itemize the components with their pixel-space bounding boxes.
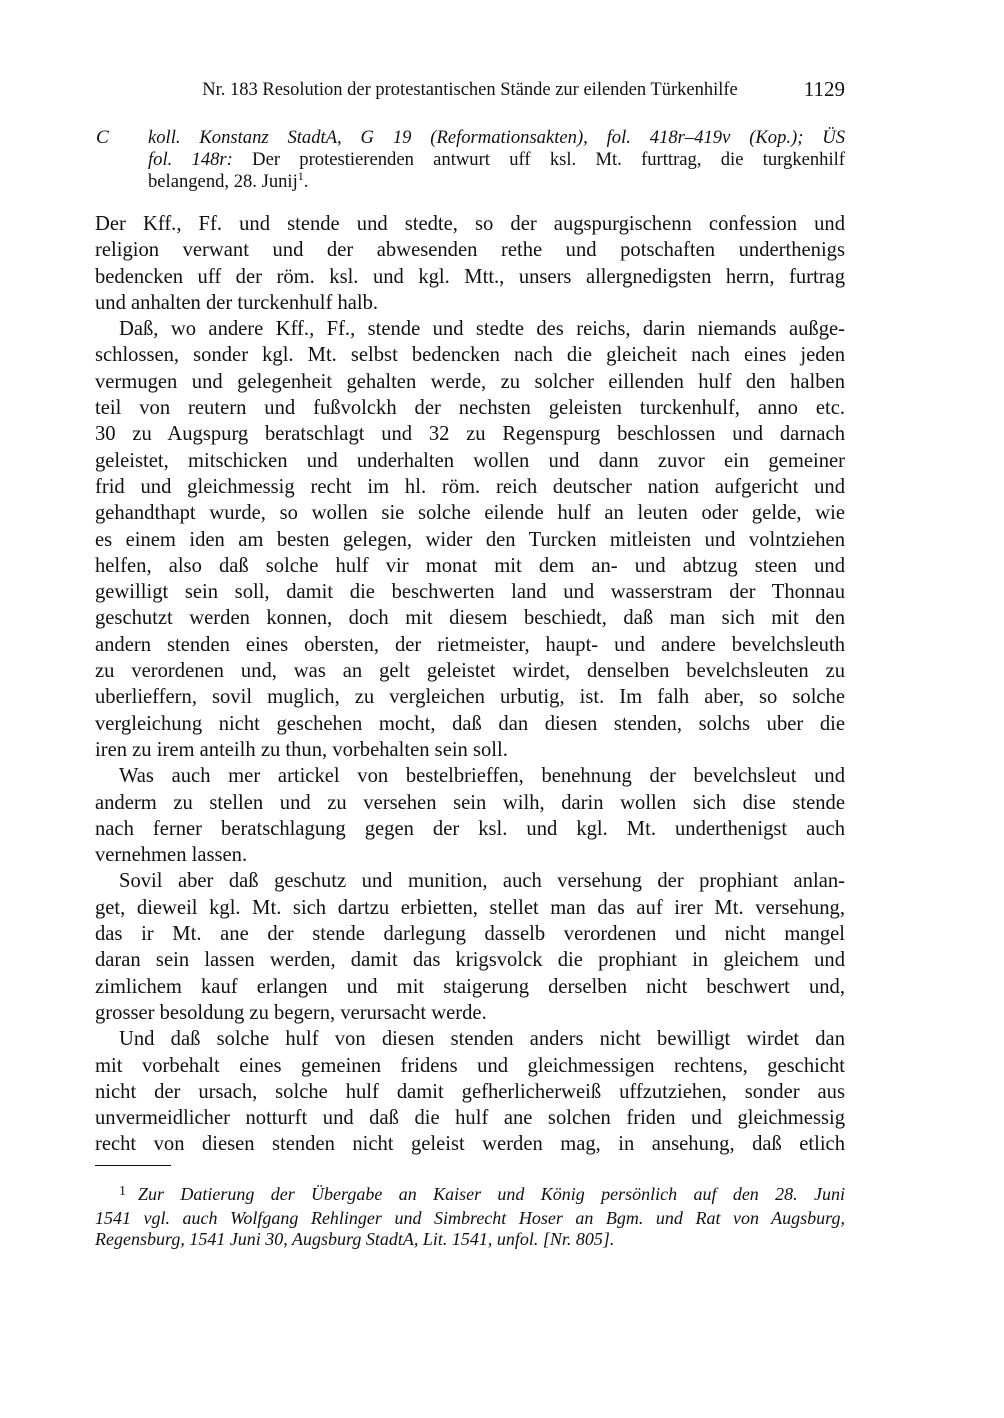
text-line: Der Kff., Ff. und stende und stedte, so der augspurgischenn confession und <box>95 213 845 235</box>
footnote-line: Regensburg, 1541 Juni 30, Augsburg StadtA, Lit. 1541, unfol. [Nr. 805]. <box>95 1229 615 1249</box>
source-citation: koll. Konstanz StadtA, G 19 (Reformationsakten), fol. 418r–419v (Kop.); ÜS <box>148 127 845 148</box>
text-line: anderm zu stellen und zu versehen sein wilh, darin wollen sich dise stende <box>95 791 845 814</box>
text-line: bedencken uff der röm. ksl. und kgl. Mtt., unsers allergnedigsten herrn, furtrag <box>95 265 845 288</box>
paragraph <box>95 211 845 316</box>
text-line: es einem iden am besten gelegen, wider den Turcken mitleisten und volntziehen <box>95 528 845 551</box>
text-line: nicht der ursach, solche hulf damit gefherlicherweiß uffzutziehen, sonder aus <box>95 1080 845 1103</box>
footnote-divider <box>95 1165 171 1166</box>
text-line: vermugen und gelegenheit gehalten werde, zu solcher eillenden hulf den halben <box>95 370 845 393</box>
footnote-line: Zur Datierung der Übergabe an Kaiser und König persönlich auf den 28. Juni <box>138 1184 845 1204</box>
text-line: vernehmen lassen. <box>95 844 248 867</box>
source-folio: fol. 148r: <box>148 149 233 170</box>
text-line: das ir Mt. ane der stende darlegung dasselb verordenen und nicht mangel <box>95 923 845 946</box>
footnote-number: 1 <box>119 1184 126 1199</box>
source-siglum: C <box>96 127 109 148</box>
text-line: mit vorbehalt eines gemeinen fridens und gleichmessigen rechtens, geschicht <box>95 1054 845 1077</box>
source-end: . <box>303 171 309 192</box>
source-line-2 <box>148 149 845 171</box>
main-text <box>95 211 845 1158</box>
text-line: andern stenden eines obersten, der rietmeister, haupt- und andere bevelchsleuth <box>95 633 845 656</box>
text-line: Und daß solche hulf von diesen stenden anders nicht bewilligt wirdet dan <box>119 1028 845 1051</box>
text-line: 30 zu Augspurg beratschlagt und 32 zu Regenspurg beschlossen und darnach <box>95 423 845 446</box>
paragraph <box>95 316 845 763</box>
paragraph <box>95 868 845 1026</box>
text-line: und anhalten der turckenhulf halb. <box>95 291 379 314</box>
text-line: nach ferner beratschlagung gegen der ksl. und kgl. Mt. underthenigst auch <box>95 817 845 840</box>
text-line: unvermeidlicher notturft und daß die hulf ane solchen friden und gleichmessig <box>95 1107 845 1130</box>
text-line: teil von reutern und fußvolckh der nechsten geleisten turckenhulf, anno etc. <box>95 397 845 420</box>
text-line: grosser besoldung zu begern, verursacht werde. <box>95 1001 487 1024</box>
text-line: Sovil aber daß geschutz und munition, auch versehung der prophiant anlan- <box>119 870 845 893</box>
paragraph <box>95 1026 845 1157</box>
paragraph <box>95 763 845 868</box>
text-line: Was auch mer artickel von bestelbrieffen, benehnung der bevelchsleut und <box>119 765 845 788</box>
text-line: vergleichung nicht geschehen mocht, daß dan diesen stenden, solchs uber die <box>95 712 845 735</box>
text-line: daran sein lassen werden, damit das krigsvolck die prophiant in gleichem und <box>95 949 845 972</box>
running-header-title: Nr. 183 Resolution der protestantischen Stände zur eilenden Türkenhilfe <box>202 80 738 100</box>
text-line: zimlichem kauf erlangen und mit staigerung derselben nicht beschwert und, <box>95 975 845 998</box>
source-date: belangend, 28. Junij <box>148 171 298 192</box>
text-line: frid und gleichmessig recht im hl. röm. reich deutscher nation aufgericht und <box>95 475 845 498</box>
text-line: religion verwant und der abwesenden rethe und potschaften underthenigs <box>95 239 845 262</box>
text-line: recht von diesen stenden nicht geleist werden mag, in ansehung, daß etlich <box>95 1133 845 1156</box>
text-line: schlossen, sonder kgl. Mt. selbst bedencken nach die gleicheit nach eines jeden <box>95 344 845 367</box>
text-line: gehandthapt wurde, so wollen sie solche eilende hulf an leuten oder gelde, wie <box>95 502 845 525</box>
text-line: geschutzt werden konnen, doch mit diesem beschiedt, daß man sich mit den <box>95 607 845 630</box>
text-line: geleistet, mitschicken und underhalten wollen und dann zuvor ein gemeiner <box>95 449 845 472</box>
text-line: gewilligt sein soll, damit die beschwerten land und wasserstram der Thonnau <box>95 581 845 604</box>
text-line: Daß, wo andere Kff., Ff., stende und stedte des reichs, darin niemands außge- <box>119 318 845 341</box>
footnote-line: 1541 vgl. auch Wolfgang Rehlinger und Simbrecht Hoser an Bgm. und Rat von Augsburg, <box>95 1207 845 1228</box>
text-line: get, dieweil kgl. Mt. sich dartzu erbietten, stellet man das auf irer Mt. versehung, <box>95 896 845 919</box>
text-line: helfen, also daß solche hulf vir monat mit dem an- und abtzug steen und <box>95 554 845 577</box>
page-number: 1129 <box>803 77 845 101</box>
footnote <box>95 1184 845 1251</box>
source-note <box>148 127 845 193</box>
source-line-3 <box>148 171 845 193</box>
text-line: iren zu irem anteilh zu thun, vorbehalten sein soll. <box>95 738 508 761</box>
text-line: uberlieffern, sovil muglich, zu vergleichen urbutig, ist. Im falh aber, so solche <box>95 686 845 709</box>
footnote-reference[interactable]: 1 <box>297 171 304 183</box>
text-line: zu verordenen und, was an gelt geleistet wirdet, denselben bevelchsleuten zu <box>95 660 845 683</box>
source-title: Der protestierenden antwurt uff ksl. Mt. furttrag, die turgkenhilf <box>232 149 845 170</box>
